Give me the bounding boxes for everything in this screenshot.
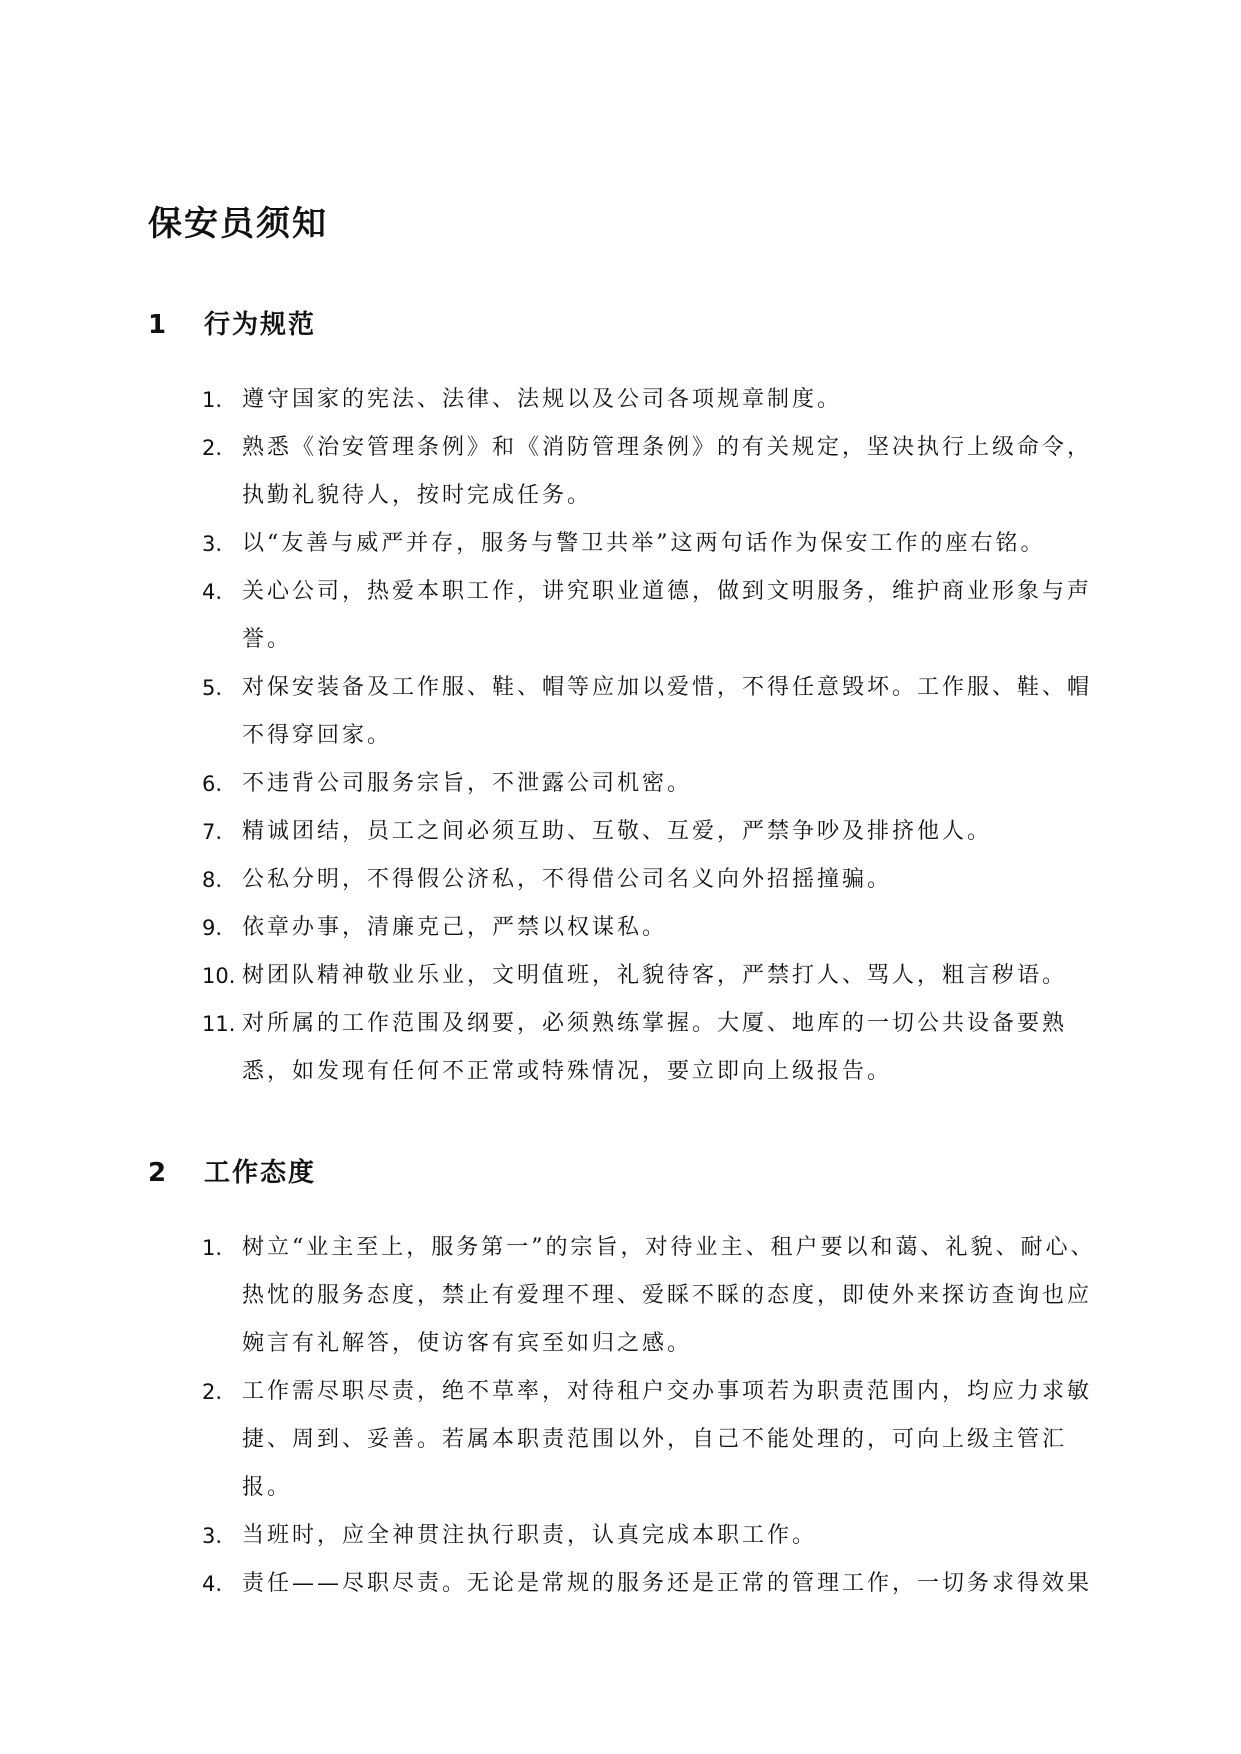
item-text: 责任——尽职尽责。无论是常规的服务还是正常的管理工作，一切务求得效果 — [242, 1571, 1093, 1596]
document-title: 保安员须知 — [148, 204, 328, 244]
list-item — [0, 1224, 1102, 1368]
item-text: 对所属的工作范围及纲要，必须熟练掌握。大厦、地库的一切公共设备要熟悉，如发现有任何不正常或特殊情况，要立即向上级报告。 — [242, 1011, 1068, 1084]
section-number: 1 — [148, 310, 167, 340]
item-text: 关心公司，热爱本职工作，讲究职业道德，做到文明服务，维护商业形象与声誉。 — [242, 579, 1093, 652]
section-heading — [148, 1148, 316, 1198]
item-number: 4. — [202, 580, 223, 604]
section-heading — [148, 300, 316, 350]
item-number: 8. — [202, 868, 223, 892]
item-number: 9. — [202, 916, 223, 940]
rule-list — [0, 1224, 1102, 1608]
item-text: 当班时，应全神贯注执行职责，认真完成本职工作。 — [242, 1523, 818, 1548]
item-text: 不违背公司服务宗旨，不泄露公司机密。 — [242, 771, 693, 796]
item-number: 5. — [202, 676, 223, 700]
list-item — [0, 664, 1102, 760]
item-text: 树团队精神敬业乐业，文明值班，礼貌待客，严禁打人、骂人，粗言秽语。 — [242, 963, 1068, 988]
item-text: 依章办事，清廉克己，严禁以权谋私。 — [242, 915, 668, 940]
item-number: 1. — [202, 1236, 223, 1260]
list-item — [0, 952, 1102, 1000]
section-number: 2 — [148, 1158, 167, 1188]
list-item — [0, 520, 1102, 568]
item-number: 4. — [202, 1572, 223, 1596]
item-number: 7. — [202, 820, 223, 844]
item-number: 2. — [202, 1380, 223, 1404]
item-number: 3. — [202, 1524, 223, 1548]
item-number: 3. — [202, 532, 223, 556]
list-item — [0, 568, 1102, 664]
item-number: 10. — [202, 964, 236, 988]
list-item — [0, 1368, 1102, 1512]
list-item — [0, 376, 1102, 424]
list-item — [0, 1512, 1102, 1560]
item-text: 熟悉《治安管理条例》和《消防管理条例》的有关规定，坚决执行上级命令，执勤礼貌待人，按时完成任务。 — [242, 435, 1093, 508]
list-item — [0, 1000, 1102, 1096]
item-text: 精诚团结，员工之间必须互助、互敬、互爱，严禁争吵及排挤他人。 — [242, 819, 993, 844]
item-text: 树立“业主至上，服务第一”的宗旨，对待业主、租户要以和蔼、礼貌、耐心、热忱的服务态度，禁止有爱理不理、爱睬不睬的态度，即使外来探访查询也应婉言有礼解答，使访客有宾至如归之感。 — [242, 1235, 1096, 1356]
item-number: 6. — [202, 772, 223, 796]
item-number: 2. — [202, 436, 223, 460]
item-text: 工作需尽职尽责，绝不草率，对待租户交办事项若为职责范围内，均应力求敏捷、周到、妥善。若属本职责范围以外，自己不能处理的，可向上级主管汇报。 — [242, 1379, 1093, 1500]
item-text: 对保安装备及工作服、鞋、帽等应加以爱惜，不得任意毁坏。工作服、鞋、帽不得穿回家。 — [242, 675, 1093, 748]
list-item — [0, 856, 1102, 904]
item-text: 遵守国家的宪法、法律、法规以及公司各项规章制度。 — [242, 387, 843, 412]
item-number: 11. — [202, 1012, 236, 1036]
section-title: 行为规范 — [204, 310, 317, 340]
item-text: 以“友善与威严并存，服务与警卫共举”这两句话作为保安工作的座右铭。 — [242, 531, 1046, 556]
list-item — [0, 760, 1102, 808]
list-item — [0, 1560, 1102, 1608]
rule-list — [0, 376, 1102, 1096]
item-text: 公私分明，不得假公济私，不得借公司名义向外招摇撞骗。 — [242, 867, 893, 892]
list-item — [0, 808, 1102, 856]
section-title: 工作态度 — [204, 1158, 317, 1188]
item-number: 1. — [202, 388, 223, 412]
list-item — [0, 904, 1102, 952]
list-item — [0, 424, 1102, 520]
